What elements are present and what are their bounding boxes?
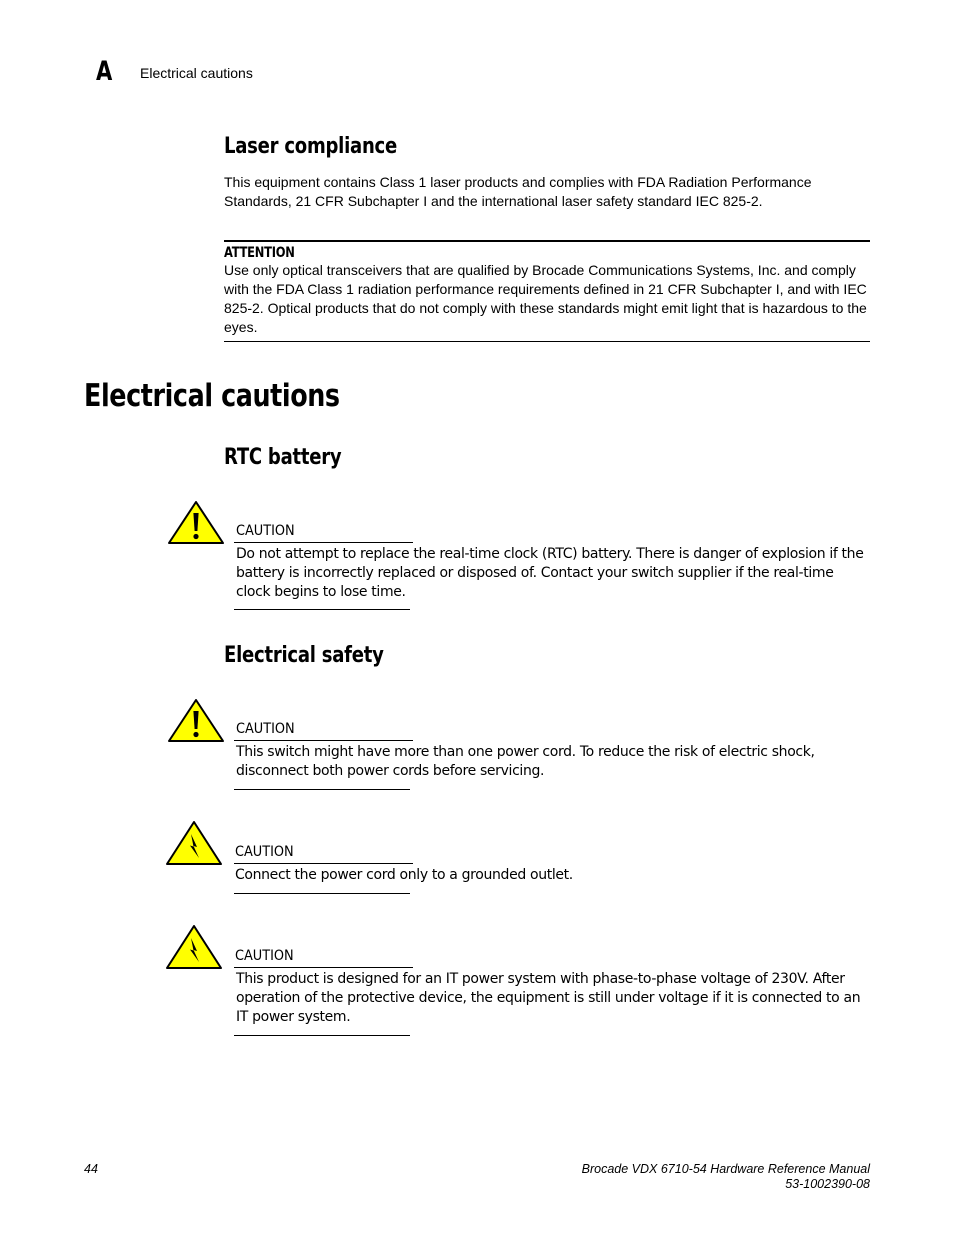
safety-caution-2-bottom-rule <box>234 893 410 894</box>
rtc-caution-bottom-rule <box>234 609 410 610</box>
chapter-letter: A <box>96 56 113 87</box>
manual-title: Brocade VDX 6710-54 Hardware Reference Manual <box>581 1162 870 1176</box>
electric-shock-warning-icon <box>165 924 223 970</box>
document-number: 53-1002390-08 <box>785 1177 870 1191</box>
attention-label: ATTENTION <box>224 245 295 261</box>
safety-caution-2-label: CAUTION <box>235 844 294 860</box>
exclamation-warning-icon <box>167 500 225 545</box>
rtc-caution-label: CAUTION <box>236 523 295 539</box>
safety-caution-2-text: Connect the power cord only to a grounded outlet. <box>235 867 573 883</box>
attention-top-rule <box>224 240 870 242</box>
laser-compliance-body: This equipment contains Class 1 laser products and complies with FDA Radiation Performance Standards, 21 CFR Subchapter I and the international laser safety standard IEC 825-2. <box>224 174 812 209</box>
electric-shock-warning-icon <box>165 820 223 866</box>
running-header-title: Electrical cautions <box>140 65 253 81</box>
exclamation-warning-icon <box>167 698 225 743</box>
safety-caution-3-bottom-rule <box>234 1035 410 1036</box>
rtc-caution-text: Do not attempt to replace the real-time clock (RTC) battery. There is danger of explosion if the battery is incorrectly replaced or disposed of. Contact your switch supplier if the real-time clock begins to lose time. <box>236 546 864 600</box>
electrical-safety-heading: Electrical safety <box>224 643 384 668</box>
electrical-cautions-heading: Electrical cautions <box>84 378 340 414</box>
safety-caution-1-bottom-rule <box>234 789 410 790</box>
safety-caution-2-rule <box>234 863 413 864</box>
attention-text: Use only optical transceivers that are qualified by Brocade Communications Systems, Inc. and comply with the FDA Class 1 radiation performance requirements defined in 21 CFR Subchapter I, and with IEC 825-2. Optical products that do not comply with these standards might emit light that is hazardous to the eyes. <box>224 262 867 335</box>
safety-caution-3-label: CAUTION <box>235 948 294 964</box>
safety-caution-1-text: This switch might have more than one power cord. To reduce the risk of electric shock, disconnect both power cords before servicing. <box>236 744 815 779</box>
safety-caution-1-label: CAUTION <box>236 721 295 737</box>
rtc-battery-heading: RTC battery <box>224 445 342 470</box>
laser-compliance-heading: Laser compliance <box>224 134 397 159</box>
rtc-caution-rule <box>234 542 413 543</box>
safety-caution-1-rule <box>234 740 413 741</box>
page-number: 44 <box>84 1162 98 1176</box>
safety-caution-3-rule <box>234 967 413 968</box>
safety-caution-3-text: This product is designed for an IT power system with phase-to-phase voltage of 230V. After operation of the protective device, the equipment is still under voltage if it is connected to an IT power system. <box>236 971 861 1025</box>
attention-bottom-rule <box>224 341 870 342</box>
